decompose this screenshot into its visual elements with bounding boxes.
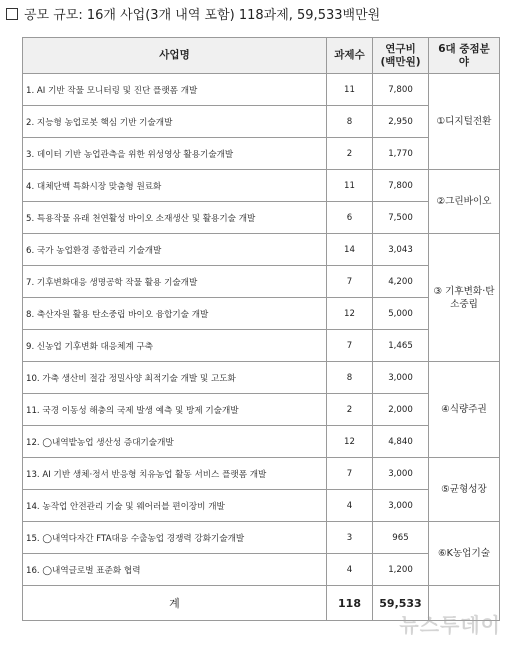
task-count: 2 xyxy=(327,394,373,426)
research-budget: 7,500 xyxy=(373,202,429,234)
task-count: 8 xyxy=(327,362,373,394)
table-row xyxy=(23,522,500,554)
table-row xyxy=(23,362,500,394)
program-name: 1. AI 기반 작물 모니터링 및 진단 플랫폼 개발 xyxy=(23,74,327,106)
task-count: 11 xyxy=(327,74,373,106)
empty-square-icon xyxy=(6,8,18,20)
focus-field: ③ 기후변화·탄소중립 xyxy=(429,234,500,362)
program-name: 8. 축산자원 활용 탄소중립 바이오 융합기술 개발 xyxy=(23,298,327,330)
task-count: 7 xyxy=(327,266,373,298)
research-budget: 965 xyxy=(373,522,429,554)
table-row xyxy=(23,554,500,586)
table-row xyxy=(23,202,500,234)
table-row xyxy=(23,490,500,522)
program-name: 4. 대체단백 특화시장 맞춤형 원료화 xyxy=(23,170,327,202)
table-row xyxy=(23,426,500,458)
focus-field: ④식량주권 xyxy=(429,362,500,458)
task-count: 3 xyxy=(327,522,373,554)
program-table xyxy=(22,37,500,621)
research-budget: 5,000 xyxy=(373,298,429,330)
program-name: 12. ◯내역밭농업 생산성 증대기술개발 xyxy=(23,426,327,458)
program-name: 9. 신농업 기후변화 대응체계 구축 xyxy=(23,330,327,362)
task-count: 7 xyxy=(327,458,373,490)
research-budget: 7,800 xyxy=(373,170,429,202)
total-count: 118 xyxy=(327,586,373,621)
table-row xyxy=(23,106,500,138)
task-count: 14 xyxy=(327,234,373,266)
research-budget: 3,043 xyxy=(373,234,429,266)
table-row xyxy=(23,138,500,170)
table-row xyxy=(23,234,500,266)
table-row xyxy=(23,298,500,330)
focus-field: ①디지털전환 xyxy=(429,74,500,170)
table-row xyxy=(23,266,500,298)
task-count: 11 xyxy=(327,170,373,202)
task-count: 12 xyxy=(327,298,373,330)
task-count: 12 xyxy=(327,426,373,458)
task-count: 8 xyxy=(327,106,373,138)
focus-field: ⑥K농업기술 xyxy=(429,522,500,586)
program-name: 3. 데이터 기반 농업관측을 위한 위성영상 활용기술개발 xyxy=(23,138,327,170)
total-budget: 59,533 xyxy=(373,586,429,621)
task-count: 2 xyxy=(327,138,373,170)
program-name: 10. 가축 생산비 절감 정밀사양 최적기술 개발 및 고도화 xyxy=(23,362,327,394)
program-name: 13. AI 기반 생체·정서 반응형 치유농업 활동 서비스 플랫폼 개발 xyxy=(23,458,327,490)
research-budget: 2,950 xyxy=(373,106,429,138)
program-name: 6. 국가 농업환경 종합관리 기술개발 xyxy=(23,234,327,266)
table-row xyxy=(23,458,500,490)
research-budget: 3,000 xyxy=(373,458,429,490)
research-budget: 3,000 xyxy=(373,490,429,522)
program-name: 16. ◯내역글로벌 표준화 협력 xyxy=(23,554,327,586)
program-name: 15. ◯내역다자간 FTA대응 수출농업 경쟁력 강화기술개발 xyxy=(23,522,327,554)
program-name: 5. 특용작물 유래 천연활성 바이오 소재생산 및 활용기술 개발 xyxy=(23,202,327,234)
table-row xyxy=(23,330,500,362)
research-budget: 1,200 xyxy=(373,554,429,586)
task-count: 4 xyxy=(327,490,373,522)
research-budget: 1,465 xyxy=(373,330,429,362)
table-body xyxy=(23,74,500,621)
research-budget: 7,800 xyxy=(373,74,429,106)
research-budget: 3,000 xyxy=(373,362,429,394)
table-row xyxy=(23,170,500,202)
task-count: 7 xyxy=(327,330,373,362)
header-count: 과제수 xyxy=(327,38,373,74)
research-budget: 4,200 xyxy=(373,266,429,298)
header-name: 사업명 xyxy=(23,38,327,74)
program-name: 11. 국경 이동성 해충의 국제 발생 예측 및 방제 기술개발 xyxy=(23,394,327,426)
header-field: 6대 중점분 야 xyxy=(429,38,500,74)
program-name: 2. 지능형 농업로봇 핵심 기반 기술개발 xyxy=(23,106,327,138)
total-label: 계 xyxy=(23,586,327,621)
table-row xyxy=(23,74,500,106)
table-row xyxy=(23,394,500,426)
focus-field: ⑤균형성장 xyxy=(429,458,500,522)
program-name: 14. 농작업 안전관리 기술 및 웨어러블 편이장비 개발 xyxy=(23,490,327,522)
watermark: 뉴스투데이 xyxy=(399,613,501,637)
research-budget: 2,000 xyxy=(373,394,429,426)
heading-text: 공모 규모: 16개 사업(3개 내역 포함) 118과제, 59,533백만원 xyxy=(24,8,381,23)
table-header-row xyxy=(23,38,500,74)
research-budget: 4,840 xyxy=(373,426,429,458)
header-budget: 연구비 (백만원) xyxy=(373,38,429,74)
task-count: 6 xyxy=(327,202,373,234)
program-name: 7. 기후변화대응 생명공학 작물 활용 기술개발 xyxy=(23,266,327,298)
task-count: 4 xyxy=(327,554,373,586)
focus-field: ②그린바이오 xyxy=(429,170,500,234)
research-budget: 1,770 xyxy=(373,138,429,170)
section-heading xyxy=(6,4,380,23)
